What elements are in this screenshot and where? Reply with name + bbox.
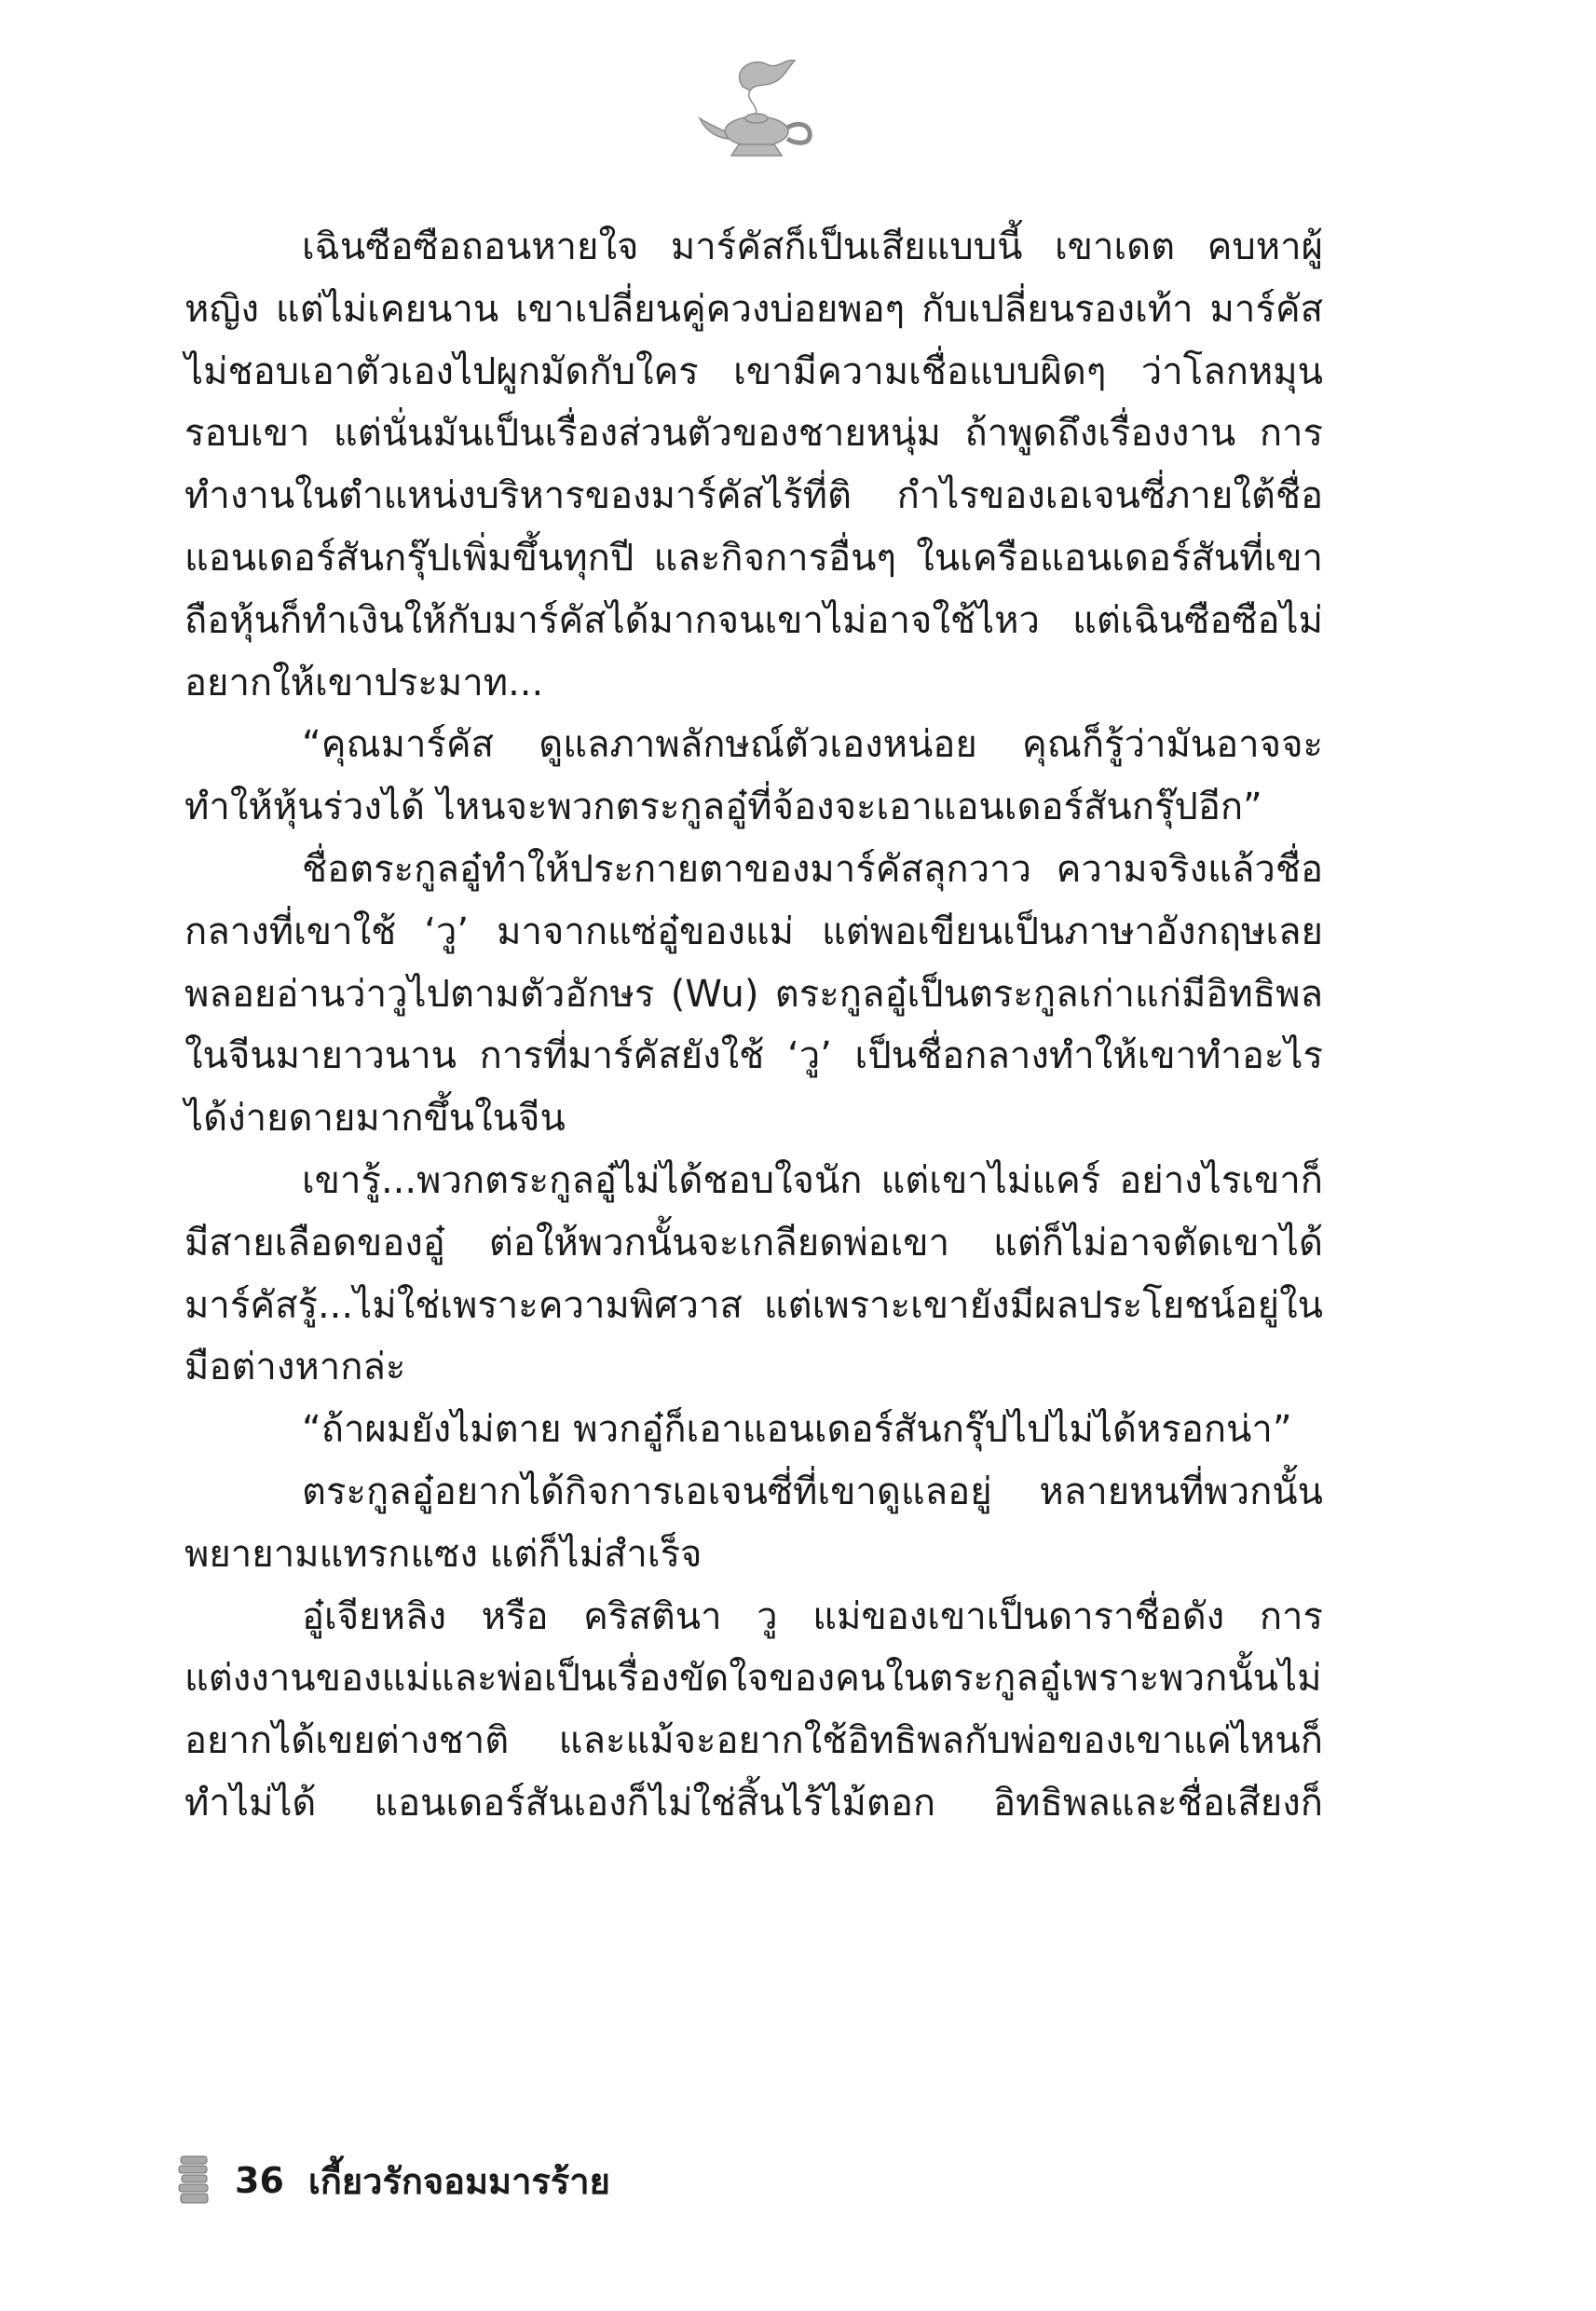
page-footer [177,2153,610,2208]
paragraph: ตระกูลอู๋อยากได้กิจการเอเจนซี่ที่เขาดูแลอยู่ หลายหนที่พวกนั้นพยายามแทรกแซง แต่ก็ไม่สำเร็จ [184,1470,1323,1576]
paragraph: เฉินซือซือถอนหายใจ มาร์คัสก็เป็นเสียแบบนี้ เขาเดต คบหาผู้หญิง แต่ไม่เคยนาน เขาเปลี่ยนคู่ควงบ่อยพอๆ กับเปลี่ยนรองเท้า มาร์คัสไม่ชอบเอาตัวเองไปผูกมัดกับใคร เขามีความเชื่อแบบผิดๆ ว่าโลกหมุนรอบเขา แต่นั่นมันเป็นเรื่องส่วนตัวของชายหนุ่ม ถ้าพูดถึงเรื่องงาน การทำงานในตำแหน่งบริหารของมาร์คัสไร้ที่ติ กำไรของเอเจนซี่ภายใต้ชื่อแอนเดอร์สันกรุ๊ปเพิ่มขึ้นทุกปี และกิจการอื่นๆ ในเครือแอนเดอร์สันที่เขาถือหุ้นก็ทำเงินให้กับมาร์คัสได้มากจนเขาไม่อาจใช้ไหว แต่เฉินซือซือไม่อยากให้เขาประมาท... [184,226,1323,704]
paragraph: ชื่อตระกูลอู๋ทำให้ประกายตาของมาร์คัสลุกวาว ความจริงแล้วชื่อกลางที่เขาใช้ ‘วู’ มาจากแซ่อู๋ของแม่ แต่พอเขียนเป็นภาษาอังกฤษเลยพลอยอ่านว่าวูไปตามตัวอักษร (Wu) ตระกูลอู๋เป็นตระกูลเก่าแก่มีอิทธิพลในจีนมายาวนาน การที่มาร์คัสยังใช้ ‘วู’ เป็นชื่อกลางทำให้เขาทำอะไรได้ง่ายดายมากขึ้นในจีน [184,847,1323,1141]
body-text [184,216,1323,1835]
paragraph: “ถ้าผมยังไม่ตาย พวกอู๋ก็เอาแอนเดอร์สันกรุ๊ปไปไม่ได้หรอกน่า” [302,1408,1292,1452]
book-title: เกี้ยวรักจอมมารร้าย [307,2160,610,2202]
paragraph: เขารู้...พวกตระกูลอู๋ไม่ได้ชอบใจนัก แต่เขาไม่แคร์ อย่างไรเขาก็มีสายเลือดของอู๋ ต่อให้พวกนั้นจะเกลียดพ่อเขา แต่ก็ไม่อาจตัดเขาได้ มาร์คัสรู้...ไม่ใช่เพราะความพิศวาส แต่เพราะเขายังมีผลประโยชน์อยู่ในมือต่างหากล่ะ [184,1158,1323,1389]
book-stack-icon [177,2154,211,2207]
page-number: 36 [235,2160,284,2201]
paragraph: “คุณมาร์คัส ดูแลภาพลักษณ์ตัวเองหน่อย คุณก็รู้ว่ามันอาจจะทำให้หุ้นร่วงได้ ไหนจะพวกตระกูลอู๋ที่จ้องจะเอาแอนเดอร์สันกรุ๊ปอีก” [184,723,1323,829]
paragraph: อู๋เจียหลิง หรือ คริสตินา วู แม่ของเขาเป็นดาราชื่อดัง การแต่งงานของแม่และพ่อเป็นเรื่องขัดใจของคนในตระกูลอู๋เพราะพวกนั้นไม่อยากได้เขยต่างชาติ และแม้จะอยากใช้อิทธิพลกับพ่อของเขาแค่ไหนก็ทำไม่ได้ แอนเดอร์สันเองก็ไม่ใช่สิ้นไร้ไม้ตอก อิทธิพลและชื่อเสียงก็ [184,1594,1323,1825]
genie-lamp-icon [694,51,820,163]
